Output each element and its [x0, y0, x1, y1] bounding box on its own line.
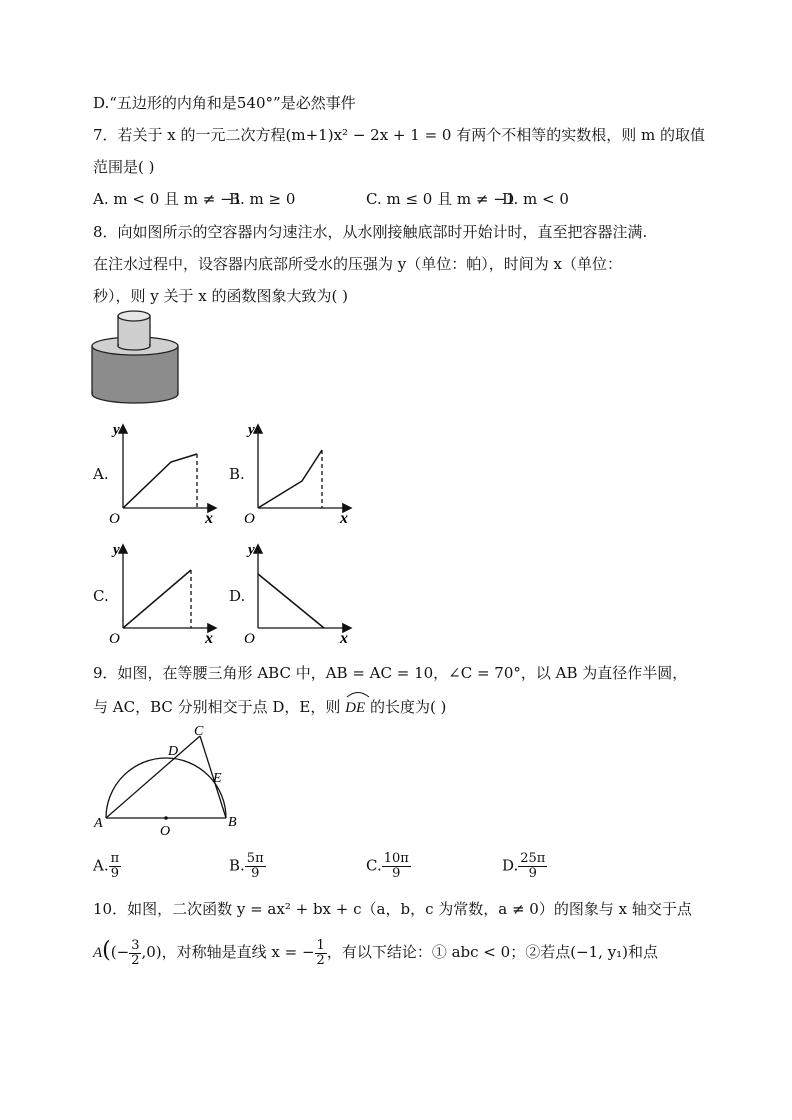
q7-option-c: C. m ≤ 0 且 m ≠ −1: [366, 190, 516, 208]
q6-option-d: D.“五边形的内角和是540°”是必然事件: [93, 94, 356, 112]
q9-option-c: C. $\frac{10\pi}{9}$: [366, 851, 409, 881]
q9-stem-line2: [93, 694, 446, 719]
graph-a-origin: O: [109, 511, 120, 525]
graph-d-x-label: x: [340, 630, 348, 645]
q9-option-a: A. $\frac{\pi}{9}$: [93, 851, 120, 881]
q7-option-a: A. m < 0 且 m ≠ −1: [93, 190, 243, 208]
arc-symbol: [345, 690, 371, 698]
q8-option-a-label: A.: [93, 465, 109, 483]
graph-b: [240, 420, 355, 525]
graph-b-origin: O: [244, 511, 255, 525]
q8-option-c-label: C.: [93, 587, 109, 605]
arc-de-label: [345, 694, 365, 719]
q7-stem-line2: 范围是( ): [93, 158, 155, 176]
graph-c-origin: O: [109, 631, 120, 645]
graph-d: [240, 540, 355, 645]
q7-option-b: B. m ≥ 0: [229, 190, 296, 208]
arc-de-text: DE: [345, 700, 366, 716]
point-o: O: [160, 824, 171, 839]
container-figure: [88, 306, 188, 408]
graph-a: [105, 420, 220, 525]
q8-option-d-label: D.: [229, 587, 246, 605]
graph-c-y-label: y: [113, 542, 120, 558]
q9-stem-line1: 9．如图，在等腰三角形 ABC 中，AB = AC = 10，∠C = 70°，以 AB 为直径作半圆，: [93, 664, 688, 682]
point-e: E: [213, 771, 222, 786]
graph-d-origin: O: [244, 631, 255, 645]
semicircle-triangle-figure: [90, 722, 250, 840]
q9-option-d: D. $\frac{25\pi}{9}$: [502, 851, 546, 881]
q8-stem-line3: 秒），则 y 关于 x 的函数图象大致为( ): [93, 287, 348, 305]
q7-option-d: D. m < 0: [502, 190, 569, 208]
graph-d-y-label: y: [248, 542, 255, 558]
q9-stem-line2-pre: 与 AC，BC 分别相交于点 D，E，则: [93, 698, 341, 716]
q9-stem-line2-post: 的长度为( ): [369, 698, 447, 716]
point-a: A: [94, 816, 103, 831]
graph-b-x-label: x: [340, 510, 348, 525]
q8-option-b-label: B.: [229, 465, 245, 483]
graph-a-y-label: y: [113, 422, 120, 438]
q8-stem-line1: 8．向如图所示的空容器内匀速注水，从水刚接触底部时开始计时，直至把容器注满.: [93, 223, 648, 241]
graph-b-y-label: y: [248, 422, 255, 438]
graph-c-x-label: x: [205, 630, 213, 645]
point-b: B: [228, 815, 237, 830]
q8-stem-line2: 在注水过程中，设容器内底部所受水的压强为 y（单位：帕），时间为 x（单位：: [93, 255, 622, 273]
point-c: C: [194, 724, 204, 739]
q9-option-b: B. $\frac{5\pi}{9}$: [229, 851, 264, 881]
point-d: D: [168, 744, 179, 759]
q10-stem-line1: 10．如图，二次函数 y = ax² + bx + c（a，b，c 为常数，a ≠ 0）的图象与 x 轴交于点: [93, 900, 692, 918]
q7-stem-line1: 7．若关于 x 的一元二次方程(m+1)x² − 2x + 1 = 0 有两个不相等的实数根，则 m 的取值: [93, 126, 705, 144]
graph-c: [105, 540, 220, 645]
q10-stem-line2: A((− $\frac{3}{2}$ ,0)，对称轴是直线 x = − $\frac{1}{2}$ ，有以下结论：① abc < 0；②若点(−1, y₁)和点: [93, 937, 659, 968]
graph-a-x-label: x: [205, 510, 213, 525]
